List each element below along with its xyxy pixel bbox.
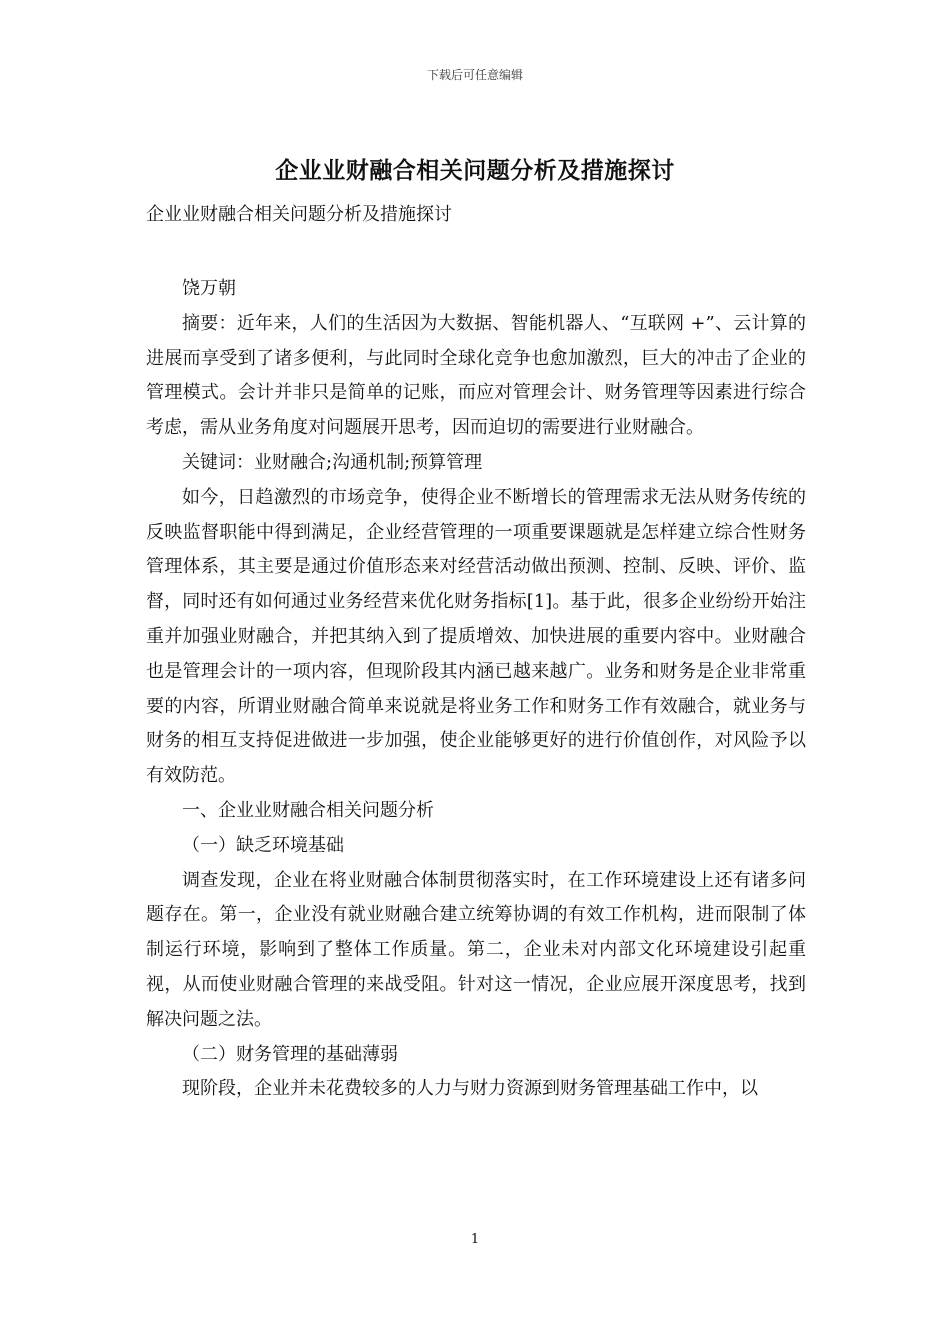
document-title: 企业业财融合相关问题分析及措施探讨 <box>275 157 675 184</box>
intro-paragraph: 如今，日趋激烈的市场竞争，使得企业不断增长的管理需求无法从财务传统的反映监督职能中得到满足，企业经营管理的一项重要课题就是怎样建立综合性财务管理体系，其主要是通过价值形态来对经营活动做出预测、控制、反映、评价、监督，同时还有如何通过业务经营来优化财务指标[1]。基于此，很多企业纷纷开始注重并加强业财融合，并把其纳入到了提质增效、加快进展的重要内容中。业财融合也是管理会计的一项内容，但现阶段其内涵已越来越广。业务和财务是企业非常重要的内容，所谓业财融合简单来说就是将业务工作和财务工作有效融合，就业务与财务的相互支持促进做进一步加强，使企业能够更好的进行价值创作，对风险予以有效防范。 <box>146 486 806 787</box>
subsection-heading-1: （一）缺乏环境基础 <box>182 834 344 856</box>
abstract-paragraph: 摘要：近年来，人们的生活因为大数据、智能机器人、“互联网 +”、云计算的进展而享受到了诸多便利，与此同时全球化竞争也愈加激烈，巨大的冲击了企业的管理模式。会计并非只是简单的记账，而应对管理会计、财务管理等因素进行综合考虑，需从业务角度对问题展开思考，因而迫切的需要进行业财融合。 <box>146 312 806 439</box>
body-paragraph: 现阶段，企业并未花费较多的人力与财力资源到财务管理基础工作中，以 <box>182 1078 758 1100</box>
keywords-paragraph: 关键词：业财融合;沟通机制;预算管理 <box>182 451 483 473</box>
page-number: 1 <box>470 1232 480 1247</box>
body-paragraph: 调查发现，企业在将业财融合体制贯彻落实时，在工作环境建设上还有诸多问题存在。第一，企业没有就业财融合建立统筹协调的有效工作机构，进而限制了体制运行环境，影响到了整体工作质量。第二，企业未对内部文化环境建设引起重视，从而使业财融合管理的来战受阻。针对这一情况，企业应展开深度思考，找到解决问题之法。 <box>146 869 806 1030</box>
author-name: 饶万朝 <box>182 278 236 299</box>
section-heading-1: 一、企业业财融合相关问题分析 <box>182 799 434 821</box>
subsection-heading-2: （二）财务管理的基础薄弱 <box>182 1043 398 1065</box>
document-subtitle: 企业业财融合相关问题分析及措施探讨 <box>146 204 452 225</box>
document-body <box>146 272 806 1107</box>
page-header-note: 下载后可任意编辑 <box>426 68 523 82</box>
